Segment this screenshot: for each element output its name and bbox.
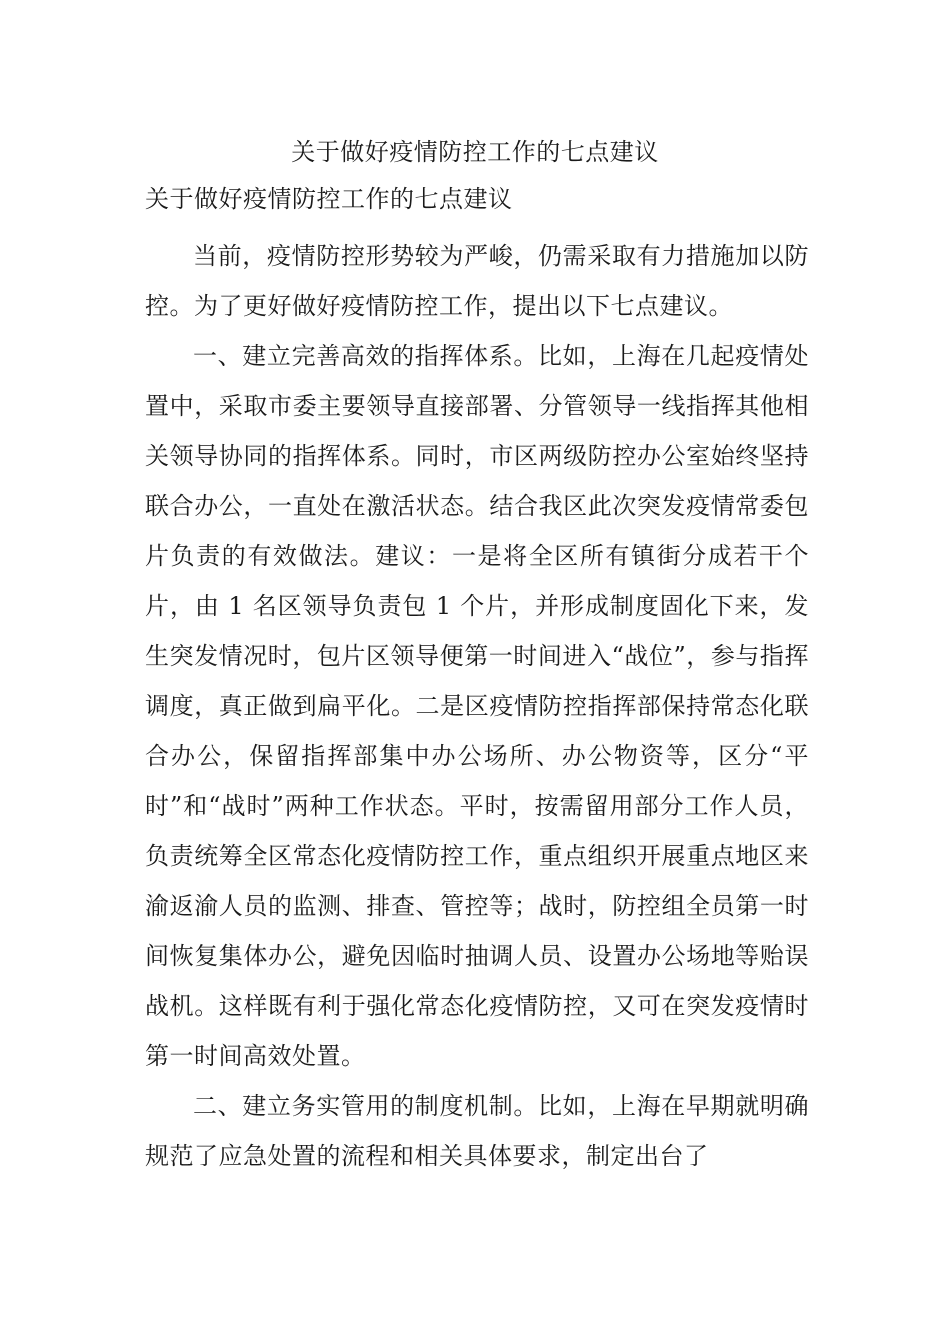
- document-title: 关于做好疫情防控工作的七点建议: [291, 138, 659, 166]
- paragraph-suggestion-1: 一、建立完善高效的指挥体系。比如，上海在几起疫情处置中，采取市委主要领导直接部署、分管领导一线指挥其他相关领导协同的指挥体系。同时，市区两级防控办公室始终坚持联合办公，一直处在激活状态。结合我区此次突发疫情常委包片负责的有效做法。建议：一是将全区所有镇街分成若干个片，由 1 名区领导负责包 1 个片，并形成制度固化下来，发生突发情况时，包片区领导便第一时间进入“战位”，参与指挥调度，真正做到扁平化。二是区疫情防控指挥部保持常态化联合办公，保留指挥部集中办公场所、办公物资等，区分“平时”和“战时”两种工作状态。平时，按需留用部分工作人员，负责统筹全区常态化疫情防控工作，重点组织开展重点地区来渝返渝人员的监测、排查、管控等；战时，防控组全员第一时间恢复集体办公，避免因临时抽调人员、设置办公场地等贻误战机。这样既有利于强化常态化疫情防控，又可在突发疫情时第一时间高效处置。: [145, 342, 809, 1070]
- document-subtitle: 关于做好疫情防控工作的七点建议: [145, 185, 513, 213]
- paragraph-intro: 当前，疫情防控形势较为严峻，仍需采取有力措施加以防控。为了更好做好疫情防控工作，提出以下七点建议。: [145, 242, 809, 320]
- paragraph-suggestion-2: 二、建立务实管用的制度机制。比如，上海在早期就明确规范了应急处置的流程和相关具体要求，制定出台了: [145, 1092, 809, 1170]
- document-body: [145, 231, 809, 1181]
